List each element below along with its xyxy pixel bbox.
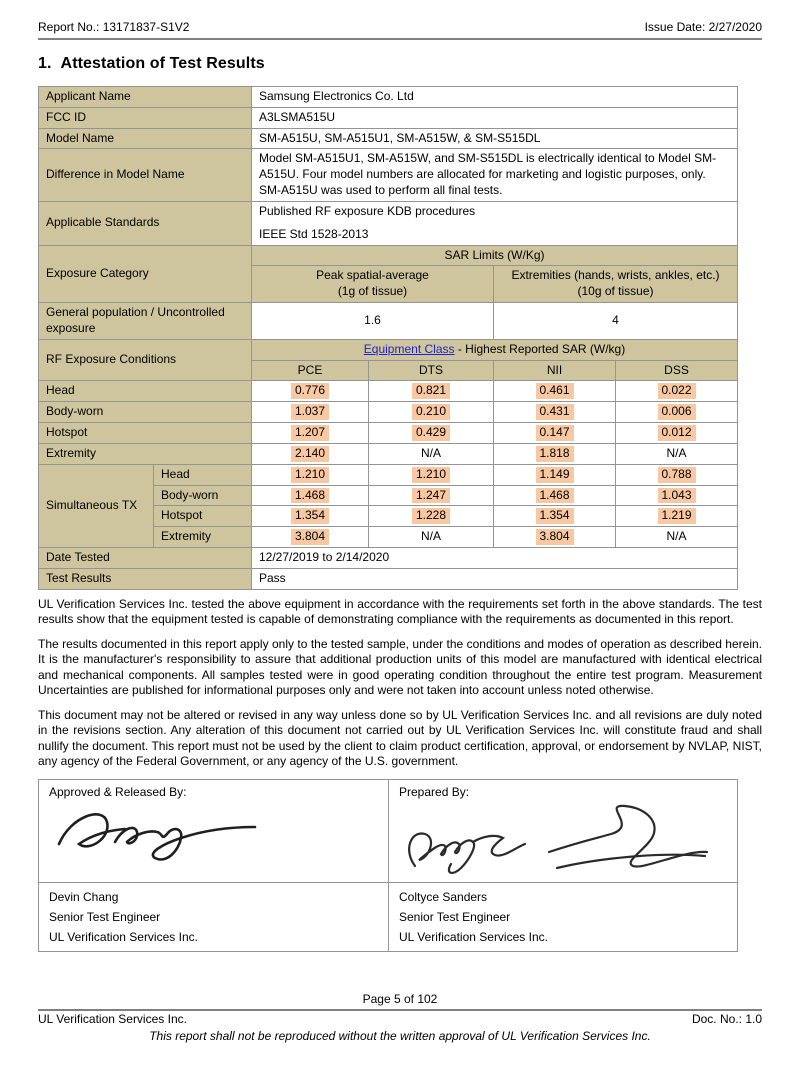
fcc-id-label: FCC ID [39, 107, 252, 128]
table-row [39, 245, 738, 266]
sar-value: 0.022 [616, 381, 738, 402]
sar-value: 0.210 [369, 402, 494, 423]
sar-value: 1.354 [252, 506, 369, 527]
paragraph-alteration-notice: This document may not be altered or revised in any way unless done so by UL Verification Services Inc. and all revisions are duly noted in the revisions section. Any alteration of this document not carried out by UL Verification Services Inc. will constitute fraud and shall nullify the document. This report must not be used by the client to claim product certification, approval, or endorsement by NVLAP, NIST, any agency of the Federal Government, or any agency of the U.S. government. [38, 707, 762, 769]
table-row [39, 402, 738, 423]
sar-value: 0.788 [616, 464, 738, 485]
sar-value: 1.043 [616, 485, 738, 506]
table-row [39, 548, 738, 569]
section-number: 1. [38, 55, 52, 72]
table-row [39, 303, 738, 340]
footer-doc-number: Doc. No.: 1.0 [691, 1012, 762, 1026]
sim-extremity-label: Extremity [154, 527, 252, 548]
body-worn-row-label: Body-worn [39, 402, 252, 423]
sim-body-worn-label: Body-worn [154, 485, 252, 506]
peak-spatial-line1: Peak spatial-average [316, 268, 429, 283]
header-rule [38, 38, 762, 40]
hotspot-row-label: Hotspot [39, 423, 252, 444]
standards-value [252, 201, 738, 245]
table-row [39, 882, 738, 951]
sar-value: 1.037 [252, 402, 369, 423]
extremities-line2: (10g of tissue) [577, 284, 654, 299]
table-row [39, 201, 738, 245]
limit-10g-value: 4 [494, 303, 738, 340]
standards-line-1: Published RF exposure KDB procedures [259, 203, 476, 218]
sar-value: 0.012 [616, 423, 738, 444]
preparer-name: Coltyce Sanders [399, 889, 488, 904]
document-header [38, 20, 762, 35]
table-row [39, 381, 738, 402]
column-header-nii: NII [494, 360, 616, 381]
date-tested-label: Date Tested [39, 548, 252, 569]
approver-name: Devin Chang [49, 889, 119, 904]
sar-value: 1.149 [494, 464, 616, 485]
limit-1g-value: 1.6 [252, 303, 494, 340]
sar-value: 1.207 [252, 423, 369, 444]
column-header-dss: DSS [616, 360, 738, 381]
extremities-header [494, 266, 738, 303]
equipment-class-header [252, 339, 738, 360]
head-row-label: Head [39, 381, 252, 402]
preparer-info-cell [389, 882, 738, 951]
column-header-pce: PCE [252, 360, 369, 381]
preparer-company: UL Verification Services Inc. [399, 929, 548, 944]
approved-signature-cell [39, 779, 389, 882]
approved-by-label: Approved & Released By: [49, 784, 187, 799]
prepared-signature-image [399, 800, 719, 878]
sar-value: N/A [616, 443, 738, 464]
table-row [39, 87, 738, 108]
extremities-line1: Extremities (hands, wrists, ankles, etc.) [511, 268, 720, 283]
peak-spatial-header [252, 266, 494, 303]
prepared-by-label: Prepared By: [399, 784, 470, 799]
sar-value: 0.821 [369, 381, 494, 402]
equipment-class-rest: - Highest Reported SAR (W/kg) [454, 341, 626, 356]
paragraph-test-compliance: UL Verification Services Inc. tested the above equipment in accordance with the requirements set forth in the above standards. The test results show that the equipment tested is capable of demonstrating compliance with the requirements as documented in this report. [38, 596, 762, 627]
page-title [38, 55, 762, 73]
sar-value: 1.354 [494, 506, 616, 527]
report-number: Report No.: 13171837-S1V2 [38, 20, 190, 34]
sar-value: 1.219 [616, 506, 738, 527]
approver-title: Senior Test Engineer [49, 909, 161, 924]
sar-value: 0.429 [369, 423, 494, 444]
sar-limits-header: SAR Limits (W/Kg) [252, 245, 738, 266]
prepared-signature-cell [389, 779, 738, 882]
sar-value: 1.468 [252, 485, 369, 506]
rf-exposure-conditions-label: RF Exposure Conditions [39, 339, 252, 381]
test-results-value: Pass [252, 568, 738, 589]
model-name-value: SM-A515U, SM-A515U1, SM-A515W, & SM-S515DL [252, 128, 738, 149]
page-number: Page 5 of 102 [362, 992, 438, 1006]
column-header-dts: DTS [369, 360, 494, 381]
sar-value: 0.006 [616, 402, 738, 423]
test-results-label: Test Results [39, 568, 252, 589]
table-row [39, 107, 738, 128]
footer-rule [38, 1009, 762, 1011]
sar-value: 3.804 [252, 527, 369, 548]
model-name-label: Model Name [39, 128, 252, 149]
footer-reproduction-notice: This report shall not be reproduced without the written approval of UL Verification Services Inc. [149, 1029, 651, 1043]
table-row [39, 128, 738, 149]
attestation-table [38, 86, 738, 590]
date-tested-value: 12/27/2019 to 2/14/2020 [252, 548, 738, 569]
paragraph-sample-scope: The results documented in this report apply only to the tested sample, under the conditions and modes of operation as described herein. It is the manufacturer's responsibility to assure that additional production units of this model are manufactured with identical electrical and mechanical components. All samples tested were in good operating condition throughout the entire test program. Measurement Uncertainties are published for informational purposes only and were not taken into account unless noted otherwise. [38, 636, 762, 698]
approver-company: UL Verification Services Inc. [49, 929, 198, 944]
sar-value: N/A [369, 443, 494, 464]
difference-value: Model SM-A515U1, SM-A515W, and SM-S515DL is electrically identical to Model SM-A515U. Four model numbers are allocated for marketing and logistic purposes, only. SM-A515U was used to perform all final tests. [252, 149, 738, 201]
exposure-category-label: Exposure Category [39, 245, 252, 302]
sar-value: 3.804 [494, 527, 616, 548]
sim-hotspot-label: Hotspot [154, 506, 252, 527]
fcc-id-value: A3LSMA515U [252, 107, 738, 128]
sar-value: N/A [369, 527, 494, 548]
issue-date: Issue Date: 2/27/2020 [644, 20, 762, 34]
applicant-name-value: Samsung Electronics Co. Ltd [252, 87, 738, 108]
table-row [39, 423, 738, 444]
table-row [39, 149, 738, 201]
attestation-paragraphs [38, 597, 762, 770]
extremity-row-label: Extremity [39, 443, 252, 464]
peak-spatial-line2: (1g of tissue) [337, 284, 408, 299]
sar-value: 1.210 [252, 464, 369, 485]
sar-value: 1.210 [369, 464, 494, 485]
sar-value: 1.247 [369, 485, 494, 506]
table-row [39, 779, 738, 882]
sar-value: 2.140 [252, 443, 369, 464]
standards-label: Applicable Standards [39, 201, 252, 245]
sar-value: 0.461 [494, 381, 616, 402]
table-row [39, 443, 738, 464]
section-title-text: Attestation of Test Results [60, 55, 265, 72]
approver-info-cell [39, 882, 389, 951]
preparer-title: Senior Test Engineer [399, 909, 511, 924]
sar-value: 0.431 [494, 402, 616, 423]
footer-company: UL Verification Services Inc. [38, 1012, 187, 1026]
simultaneous-tx-label: Simultaneous TX [39, 464, 154, 547]
general-population-label: General population / Uncontrolled exposure [39, 303, 252, 340]
sar-value: 0.776 [252, 381, 369, 402]
table-row [39, 568, 738, 589]
document-footer [38, 992, 762, 1044]
applicant-name-label: Applicant Name [39, 87, 252, 108]
table-row [39, 339, 738, 360]
approved-signature-image [49, 800, 279, 866]
sim-head-label: Head [154, 464, 252, 485]
sar-value: 1.818 [494, 443, 616, 464]
difference-label: Difference in Model Name [39, 149, 252, 201]
signature-table [38, 779, 738, 952]
equipment-class-link[interactable]: Equipment Class [363, 341, 455, 356]
sar-value: 0.147 [494, 423, 616, 444]
sar-value: 1.468 [494, 485, 616, 506]
sar-value: 1.228 [369, 506, 494, 527]
sar-value: N/A [616, 527, 738, 548]
table-row [39, 464, 738, 485]
standards-line-2: IEEE Std 1528-2013 [259, 226, 369, 241]
